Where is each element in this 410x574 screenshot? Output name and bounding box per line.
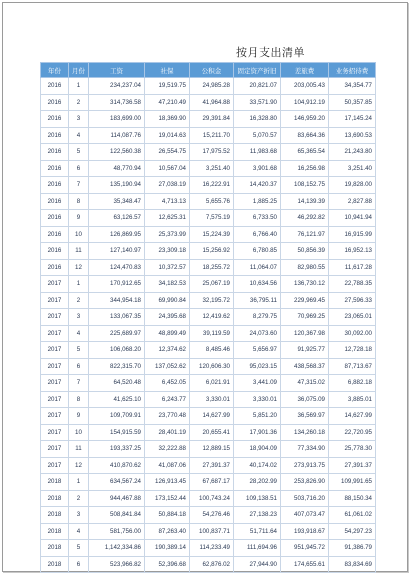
table-cell: 14,627.99	[329, 408, 376, 425]
table-cell: 3,330.01	[190, 391, 234, 408]
column-header: 公积金	[190, 63, 234, 78]
table-cell: 2018	[41, 490, 69, 507]
table-row	[41, 474, 376, 491]
table-cell: 22,788.35	[329, 276, 376, 293]
table-cell: 10,941.94	[329, 210, 376, 227]
table-cell: 109,709.91	[89, 408, 145, 425]
table-cell: 2017	[41, 292, 69, 309]
table-cell: 4	[69, 523, 89, 540]
table-cell: 2016	[41, 94, 69, 111]
table-row	[41, 210, 376, 227]
table-cell: 114,233.49	[190, 540, 234, 557]
table-cell: 2016	[41, 177, 69, 194]
table-cell: 63,126.57	[89, 210, 145, 227]
table-cell: 3,251.40	[190, 160, 234, 177]
table-cell: 173,152.44	[145, 490, 190, 507]
table-row	[41, 490, 376, 507]
table-cell: 6,882.18	[329, 375, 376, 392]
table-cell: 13,690.53	[329, 127, 376, 144]
table-cell: 2017	[41, 424, 69, 441]
table-cell: 19,519.75	[145, 78, 190, 95]
table-cell: 410,870.62	[89, 457, 145, 474]
table-cell: 17,975.52	[190, 144, 234, 161]
table-cell: 3	[69, 309, 89, 326]
table-cell: 52,396.68	[145, 556, 190, 573]
table-cell: 127,140.97	[89, 243, 145, 260]
table-cell: 3,885.01	[329, 391, 376, 408]
table-row	[41, 160, 376, 177]
table-cell: 2017	[41, 325, 69, 342]
table-cell: 5,070.57	[234, 127, 281, 144]
table-cell: 109,138.51	[234, 490, 281, 507]
table-row	[41, 457, 376, 474]
table-cell: 7	[69, 375, 89, 392]
table-cell: 114,087.76	[89, 127, 145, 144]
table-cell: 253,826.90	[281, 474, 329, 491]
table-cell: 25,067.19	[190, 276, 234, 293]
table-cell: 6	[69, 358, 89, 375]
table-cell: 76,121.97	[281, 226, 329, 243]
page-title: 按月支出清单	[236, 47, 305, 59]
table-cell: 2	[69, 292, 89, 309]
table-cell: 203,005.43	[281, 78, 329, 95]
table-cell: 581,756.00	[89, 523, 145, 540]
table-cell: 87,263.40	[145, 523, 190, 540]
table-cell: 27,391.37	[329, 457, 376, 474]
table-cell: 47,210.49	[145, 94, 190, 111]
table-row	[41, 325, 376, 342]
table-row	[41, 309, 376, 326]
table-cell: 2018	[41, 556, 69, 573]
table-cell: 133,067.35	[89, 309, 145, 326]
table-cell: 944,467.88	[89, 490, 145, 507]
table-cell: 111,694.96	[234, 540, 281, 557]
table-cell: 24,395.68	[145, 309, 190, 326]
table-cell: 35,348.47	[89, 193, 145, 210]
table-row	[41, 193, 376, 210]
table-cell: 27,391.37	[190, 457, 234, 474]
table-cell: 124,470.83	[89, 259, 145, 276]
table-cell: 109,991.65	[329, 474, 376, 491]
table-cell: 7,575.19	[190, 210, 234, 227]
table-cell: 40,174.02	[234, 457, 281, 474]
table-cell: 2016	[41, 78, 69, 95]
table-cell: 2017	[41, 309, 69, 326]
table-cell: 11	[69, 441, 89, 458]
table-cell: 6,021.91	[190, 375, 234, 392]
table-cell: 21,243.80	[329, 144, 376, 161]
table-cell: 51,711.64	[234, 523, 281, 540]
table-row	[41, 408, 376, 425]
column-header: 工资	[89, 63, 145, 78]
table-cell: 50,357.85	[329, 94, 376, 111]
table-cell: 27,596.33	[329, 292, 376, 309]
table-cell: 18,255.72	[190, 259, 234, 276]
table-cell: 100,837.71	[190, 523, 234, 540]
table-cell: 29,391.84	[190, 111, 234, 128]
table-cell: 15,256.92	[190, 243, 234, 260]
table-cell: 104,912.19	[281, 94, 329, 111]
table-cell: 17,145.24	[329, 111, 376, 128]
table-cell: 19,014.63	[145, 127, 190, 144]
table-cell: 4	[69, 325, 89, 342]
table-cell: 82,980.55	[281, 259, 329, 276]
table-cell: 6,243.77	[145, 391, 190, 408]
table-cell: 18,369.90	[145, 111, 190, 128]
table-cell: 22,720.95	[329, 424, 376, 441]
table-cell: 1,885.25	[234, 193, 281, 210]
table-cell: 4,713.13	[145, 193, 190, 210]
table-cell: 5,851.20	[234, 408, 281, 425]
table-row	[41, 391, 376, 408]
expense-table	[40, 62, 376, 573]
table-cell: 16,915.99	[329, 226, 376, 243]
table-cell: 12	[69, 259, 89, 276]
table-cell: 36,795.11	[234, 292, 281, 309]
table-row	[41, 358, 376, 375]
table-row	[41, 78, 376, 95]
table-cell: 183,699.00	[89, 111, 145, 128]
table-cell: 137,052.62	[145, 358, 190, 375]
table-row	[41, 259, 376, 276]
table-cell: 2017	[41, 391, 69, 408]
table-cell: 32,222.88	[145, 441, 190, 458]
table-cell: 2017	[41, 441, 69, 458]
table-cell: 10,634.56	[234, 276, 281, 293]
table-cell: 1	[69, 276, 89, 293]
table-cell: 28,401.19	[145, 424, 190, 441]
table-cell: 20,655.41	[190, 424, 234, 441]
table-cell: 8	[69, 193, 89, 210]
table-cell: 2	[69, 94, 89, 111]
table-cell: 5	[69, 540, 89, 557]
table-cell: 126,869.95	[89, 226, 145, 243]
table-cell: 2016	[41, 226, 69, 243]
table-cell: 83,664.36	[281, 127, 329, 144]
table-cell: 77,334.90	[281, 441, 329, 458]
table-cell: 5,655.76	[190, 193, 234, 210]
column-header: 业务招待费	[329, 63, 376, 78]
table-row	[41, 292, 376, 309]
table-row	[41, 177, 376, 194]
table-cell: 39,119.59	[190, 325, 234, 342]
table-cell: 503,716.20	[281, 490, 329, 507]
table-cell: 3,330.01	[234, 391, 281, 408]
table-row	[41, 226, 376, 243]
table-cell: 3	[69, 111, 89, 128]
table-header-row	[41, 63, 376, 78]
table-cell: 32,195.72	[190, 292, 234, 309]
table-cell: 10,567.04	[145, 160, 190, 177]
table-cell: 135,190.94	[89, 177, 145, 194]
table-cell: 5	[69, 342, 89, 359]
table-cell: 2018	[41, 523, 69, 540]
table-cell: 126,913.45	[145, 474, 190, 491]
table-cell: 26,554.75	[145, 144, 190, 161]
table-cell: 27,138.23	[234, 507, 281, 524]
table-cell: 523,966.82	[89, 556, 145, 573]
table-cell: 407,073.47	[281, 507, 329, 524]
table-cell: 14,627.99	[190, 408, 234, 425]
table-cell: 11,983.68	[234, 144, 281, 161]
table-cell: 2016	[41, 210, 69, 227]
table-cell: 3,251.40	[329, 160, 376, 177]
table-cell: 9	[69, 210, 89, 227]
table-row	[41, 342, 376, 359]
table-cell: 36,569.97	[281, 408, 329, 425]
table-row	[41, 540, 376, 557]
table-cell: 28,202.99	[234, 474, 281, 491]
table-cell: 174,655.61	[281, 556, 329, 573]
table-cell: 7	[69, 177, 89, 194]
table-row	[41, 144, 376, 161]
table-cell: 12,889.15	[190, 441, 234, 458]
table-cell: 11	[69, 243, 89, 260]
table-cell: 273,913.75	[281, 457, 329, 474]
table-cell: 20,821.07	[234, 78, 281, 95]
table-cell: 2016	[41, 193, 69, 210]
table-cell: 67,687.17	[190, 474, 234, 491]
table-cell: 951,945.72	[281, 540, 329, 557]
table-cell: 16,952.13	[329, 243, 376, 260]
table-cell: 23,770.48	[145, 408, 190, 425]
table-cell: 30,092.00	[329, 325, 376, 342]
table-cell: 50,856.39	[281, 243, 329, 260]
table-cell: 314,736.58	[89, 94, 145, 111]
table-cell: 508,841.84	[89, 507, 145, 524]
table-cell: 146,959.20	[281, 111, 329, 128]
table-cell: 87,713.67	[329, 358, 376, 375]
table-cell: 12,625.31	[145, 210, 190, 227]
table-cell: 23,065.01	[329, 309, 376, 326]
table-cell: 54,297.23	[329, 523, 376, 540]
table-cell: 6,733.50	[234, 210, 281, 227]
table-cell: 344,954.18	[89, 292, 145, 309]
table-cell: 8,279.75	[234, 309, 281, 326]
table-cell: 16,256.98	[281, 160, 329, 177]
table-cell: 9	[69, 408, 89, 425]
table-cell: 48,770.94	[89, 160, 145, 177]
table-cell: 34,182.53	[145, 276, 190, 293]
table-cell: 11,064.07	[234, 259, 281, 276]
table-cell: 120,606.30	[190, 358, 234, 375]
column-header: 固定资产折旧	[234, 63, 281, 78]
table-cell: 15,224.39	[190, 226, 234, 243]
table-cell: 6,452.05	[145, 375, 190, 392]
table-cell: 634,567.24	[89, 474, 145, 491]
table-cell: 27,038.19	[145, 177, 190, 194]
table-cell: 16,222.91	[190, 177, 234, 194]
table-cell: 54,276.46	[190, 507, 234, 524]
table-cell: 36,075.09	[281, 391, 329, 408]
table-cell: 3,441.09	[234, 375, 281, 392]
table-cell: 6	[69, 556, 89, 573]
table-cell: 822,315.70	[89, 358, 145, 375]
table-cell: 134,260.18	[281, 424, 329, 441]
table-cell: 106,068.20	[89, 342, 145, 359]
table-cell: 10	[69, 424, 89, 441]
table-row	[41, 243, 376, 260]
table-cell: 229,969.45	[281, 292, 329, 309]
table-cell: 25,778.30	[329, 441, 376, 458]
table-cell: 2016	[41, 243, 69, 260]
table-row	[41, 424, 376, 441]
table-cell: 3	[69, 507, 89, 524]
table-cell: 46,292.82	[281, 210, 329, 227]
table-cell: 2018	[41, 507, 69, 524]
table-row	[41, 523, 376, 540]
table-cell: 62,876.02	[190, 556, 234, 573]
table-cell: 27,944.90	[234, 556, 281, 573]
table-cell: 193,918.67	[281, 523, 329, 540]
table-cell: 8,485.46	[190, 342, 234, 359]
table-cell: 170,912.65	[89, 276, 145, 293]
table-cell: 6	[69, 160, 89, 177]
table-cell: 438,568.37	[281, 358, 329, 375]
table-cell: 225,689.97	[89, 325, 145, 342]
table-cell: 91,925.77	[281, 342, 329, 359]
table-cell: 193,337.25	[89, 441, 145, 458]
table-cell: 34,354.77	[329, 78, 376, 95]
table-cell: 2016	[41, 144, 69, 161]
table-cell: 2017	[41, 375, 69, 392]
table-cell: 2017	[41, 358, 69, 375]
table-cell: 65,365.54	[281, 144, 329, 161]
table-cell: 2018	[41, 474, 69, 491]
table-row	[41, 441, 376, 458]
table-cell: 2017	[41, 457, 69, 474]
table-cell: 5	[69, 144, 89, 161]
table-cell: 69,990.84	[145, 292, 190, 309]
table-cell: 41,964.88	[190, 94, 234, 111]
table-cell: 33,571.90	[234, 94, 281, 111]
table-cell: 1	[69, 78, 89, 95]
table-cell: 2017	[41, 408, 69, 425]
table-cell: 2016	[41, 127, 69, 144]
table-cell: 136,730.12	[281, 276, 329, 293]
table-cell: 122,560.38	[89, 144, 145, 161]
table-cell: 19,828.00	[329, 177, 376, 194]
table-cell: 2,827.88	[329, 193, 376, 210]
table-cell: 25,373.99	[145, 226, 190, 243]
table-cell: 18,904.09	[234, 441, 281, 458]
table-cell: 5,656.97	[234, 342, 281, 359]
table-cell: 70,969.25	[281, 309, 329, 326]
table-cell: 50,884.18	[145, 507, 190, 524]
table-cell: 190,389.14	[145, 540, 190, 557]
table-cell: 100,743.24	[190, 490, 234, 507]
table-cell: 1,142,334.86	[89, 540, 145, 557]
table-cell: 2016	[41, 160, 69, 177]
table-cell: 234,237.04	[89, 78, 145, 95]
table-cell: 3,901.68	[234, 160, 281, 177]
table-row	[41, 375, 376, 392]
table-cell: 91,386.79	[329, 540, 376, 557]
table-cell: 14,420.37	[234, 177, 281, 194]
table-cell: 12,728.18	[329, 342, 376, 359]
table-cell: 17,901.36	[234, 424, 281, 441]
table-cell: 8	[69, 391, 89, 408]
table-cell: 2	[69, 490, 89, 507]
table-cell: 61,061.02	[329, 507, 376, 524]
column-header: 月份	[69, 63, 89, 78]
table-cell: 2017	[41, 276, 69, 293]
table-cell: 108,152.75	[281, 177, 329, 194]
table-cell: 11,617.28	[329, 259, 376, 276]
table-row	[41, 556, 376, 573]
table-cell: 6,766.40	[234, 226, 281, 243]
table-row	[41, 111, 376, 128]
table-cell: 1	[69, 474, 89, 491]
table-cell: 24,985.28	[190, 78, 234, 95]
table-cell: 10	[69, 226, 89, 243]
table-cell: 47,315.02	[281, 375, 329, 392]
column-header: 差旅费	[281, 63, 329, 78]
table-cell: 95,023.15	[234, 358, 281, 375]
table-body	[41, 78, 376, 573]
table-cell: 12	[69, 457, 89, 474]
table-row	[41, 507, 376, 524]
table-cell: 16,328.80	[234, 111, 281, 128]
table-cell: 83,834.69	[329, 556, 376, 573]
table-cell: 41,625.10	[89, 391, 145, 408]
table-row	[41, 127, 376, 144]
table-cell: 64,520.48	[89, 375, 145, 392]
table-cell: 2016	[41, 259, 69, 276]
table-cell: 2018	[41, 540, 69, 557]
table-cell: 88,150.34	[329, 490, 376, 507]
table-cell: 48,899.49	[145, 325, 190, 342]
table-cell: 6,780.85	[234, 243, 281, 260]
table-cell: 154,915.59	[89, 424, 145, 441]
table-cell: 15,211.70	[190, 127, 234, 144]
table-cell: 4	[69, 127, 89, 144]
table-cell: 2016	[41, 111, 69, 128]
table-cell: 41,087.06	[145, 457, 190, 474]
table-cell: 23,309.18	[145, 243, 190, 260]
column-header: 社保	[145, 63, 190, 78]
table-cell: 2017	[41, 342, 69, 359]
column-header: 年份	[41, 63, 69, 78]
table-cell: 10,372.57	[145, 259, 190, 276]
table-row	[41, 94, 376, 111]
table-cell: 12,419.62	[190, 309, 234, 326]
table-cell: 12,374.62	[145, 342, 190, 359]
table-row	[41, 276, 376, 293]
table-cell: 24,073.60	[234, 325, 281, 342]
table-cell: 14,139.39	[281, 193, 329, 210]
table-cell: 120,367.98	[281, 325, 329, 342]
